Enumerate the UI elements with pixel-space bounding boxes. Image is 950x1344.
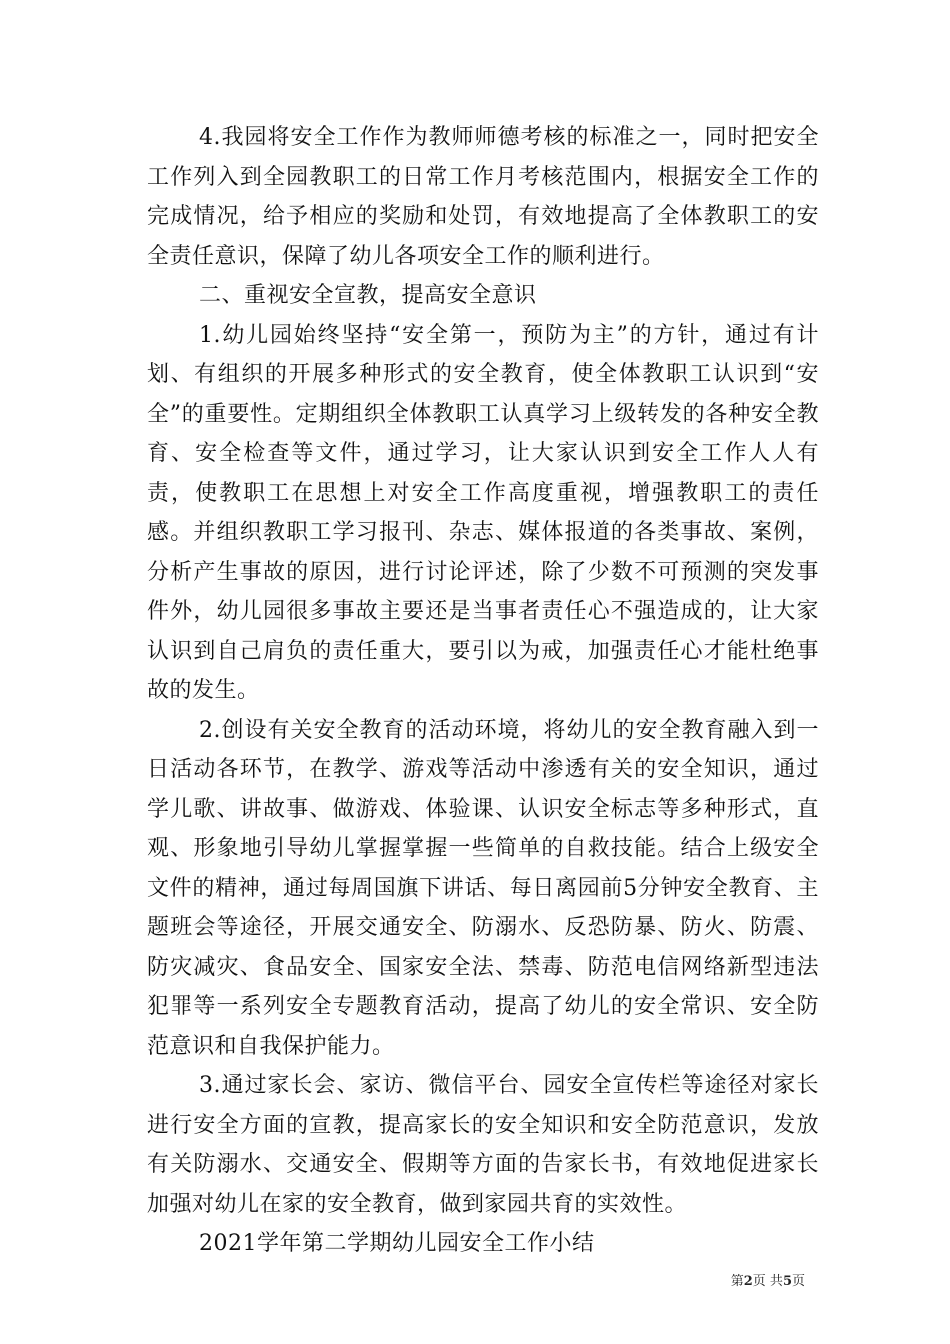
- paragraph-item-3: 3.通过家长会、家访、微信平台、园安全宣传栏等途径对家长进行安全方面的宣教，提高家长的安全知识和安全防范意识，发放有关防溺水、交通安全、假期等方面的告家长书，有效地促进家长加强对幼儿在家的安全教育，做到家园共育的实效性。: [147, 1073, 819, 1217]
- paragraph-item-4: 4.我园将安全工作作为教师师德考核的标准之一，同时把安全工作列入到全园教职工的日常工作月考核范围内，根据安全工作的完成情况，给予相应的奖励和处罚，有效地提高了全体教职工的安全责任意识，保障了幼儿各项安全工作的顺利进行。: [147, 125, 819, 269]
- page-footer: [731, 1274, 805, 1290]
- document-body: [147, 118, 819, 1264]
- footer-prefix: 第: [730, 1274, 744, 1289]
- footer-suffix: 页: [791, 1274, 805, 1289]
- footer-middle: 页 共: [752, 1274, 783, 1289]
- footer-current-page: 2: [743, 1274, 753, 1289]
- document-subtitle: 2021学年第二学期幼儿园安全工作小结: [199, 1231, 595, 1256]
- paragraph-item-1: 1.幼儿园始终坚持“安全第一，预防为主”的方针，通过有计划、有组织的开展多种形式的安全教育，使全体教职工认识到“安全”的重要性。定期组织全体教职工认真学习上级转发的各种安全教育、安全检查等文件，通过学习，让大家认识到安全工作人人有责，使教职工在思想上对安全工作高度重视，增强教职工的责任感。并组织教职工学习报刊、杂志、媒体报道的各类事故、案例，分析产生事故的原因，进行讨论评述，除了少数不可预测的突发事件外，幼儿园很多事故主要还是当事者责任心不强造成的，让大家认识到自己肩负的责任重大，要引以为戒，加强责任心才能杜绝事故的发生。: [147, 322, 819, 703]
- footer-total-pages: 5: [782, 1274, 792, 1289]
- section-heading-2: 二、重视安全宣教，提高安全意识: [199, 283, 537, 308]
- paragraph-item-2: 2.创设有关安全教育的活动环境，将幼儿的安全教育融入到一日活动各环节，在教学、游戏等活动中渗透有关的安全知识，通过学儿歌、讲故事、做游戏、体验课、认识安全标志等多种形式，直观、形象地引导幼儿掌握掌握一些简单的自救技能。结合上级安全文件的精神，通过每周国旗下讲话、每日离园前5分钟安全教育、主题班会等途径，开展交通安全、防溺水、反恐防暴、防火、防震、防灾减灾、食品安全、国家安全法、禁毒、防范电信网络新型违法犯罪等一系列安全专题教育活动，提高了幼儿的安全常识、安全防范意识和自我保护能力。: [147, 717, 819, 1059]
